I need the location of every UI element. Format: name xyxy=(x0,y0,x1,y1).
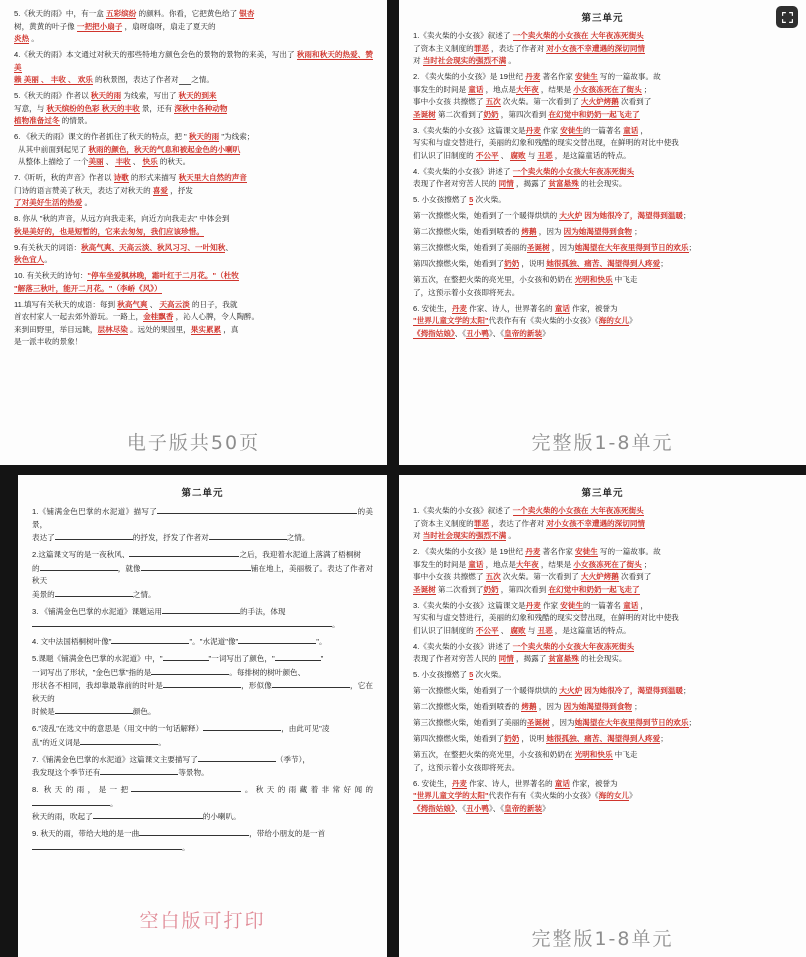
question-line: 8. 你从 "秋的声音，从远方向我走来，向近方向我走去" 中体会到 秋是美好的，也是短暂的，它来去匆匆，我们应该珍惜。 xyxy=(14,214,230,236)
question-line: 5. 小女孩擦燃了 5 次火柴。 xyxy=(413,670,506,680)
gutter-horizontal xyxy=(0,465,806,475)
caption-bottom-right: 完整版1-8单元 xyxy=(531,928,674,950)
question-line: 2.这篇课文写的是一夜秋风、 之后，我迎着水泥道上落满了梧桐树 的 ，就像 铺在地上，美丽极了。表达了作者对秋天 美景的 之情。 xyxy=(32,550,374,599)
question-line: 第四次擦燃火柴，她看到了奶奶 ，说明 她很孤独、痛苦、渴望得到人疼爱； xyxy=(413,734,668,744)
gutter-vertical-top xyxy=(387,0,399,465)
page-thumbnail-bottom-right[interactable] xyxy=(399,475,806,957)
caption-top-right: 完整版1-8单元 xyxy=(531,432,674,454)
question-line: 8. 秋天的雨，是一把 。秋天的雨藏着非常好闻的。 秋天的雨，吹起了 的小喇叭。 xyxy=(32,785,373,822)
question-line: 9. 秋天的雨，带给大地的是一曲 ，带给小朋友的是一首 。 xyxy=(32,829,326,852)
caption-top-left: 电子版共50页 xyxy=(126,432,261,454)
question-line: 5.课题《铺满金色巴掌的水泥道》中，" "一词写出了颜色，" " 一词写出了形状，"金色巴掌"指的是 。每排树的树叶颜色、 形状各不相同，我却靠最靠前的时叶是 ，形似像 ，它在秋天的 时候是 颜色。 xyxy=(32,654,374,717)
question-line: 6."凌乱"在选文中的意思是（用文中的一句话解释） ，由此可见"凌 乱"的近义词是 。 xyxy=(32,724,330,747)
question-line: 1.《卖火柴的小女孩》叙述了 一个卖火柴的小女孩在 大年夜冻死街头 了资本主义制度的罪恶 ，表达了作者对 对小女孩不幸遭遇的深切同情 对 当时社会现实的强烈不满 。 xyxy=(413,31,646,66)
question-line: 6. 安徒生，丹麦 作家、诗人，世界著名的 童话 作家，被誉为 "世界儿童文学的太阳"代表作有有《卖火柴的小女孩》《海的女儿》 《拇指姑娘》、《丑小鸭》、《皇帝的新装》 xyxy=(413,778,637,813)
worksheet-page-top-left xyxy=(0,0,387,465)
gutter-vertical-bottom-left xyxy=(0,475,18,957)
question-line: 第三次擦燃火柴，她看到了美丽的圣诞树 ，因为她渴望在大年夜里得到节日的欢乐； xyxy=(413,243,697,253)
question-line: 4.《卖火柴的小女孩》讲述了 一个卖火柴的小女孩大年夜冻死街头 表现了作者对穷苦人民的 同情 ，揭露了 贫富悬殊 的社会现实。 xyxy=(413,641,635,664)
question-line: 第一次擦燃火柴，她看到了一个暖得烘烘的 大火炉 因为她很冷了，渴望得到温暖； xyxy=(413,211,691,221)
unit-title: 第三单元 xyxy=(581,488,624,499)
question-line: 2. 《卖火柴的小女孩》是 19世纪 丹麦 著名作家 安徒生 写的一篇故事。故 事发生的时间是 童话 ，地点是大年夜 ，结果是 小女孩冻死在了街头 ； 事中小女孩 共擦燃了 五次 次火柴。第一次看到了 大火炉烤鹅 次看到了 圣诞树 第二次看到了奶奶 ，第四次看到 在幻觉中和奶奶一起飞走了 xyxy=(413,547,661,594)
page-thumbnail-bottom-left[interactable] xyxy=(18,475,387,957)
question-line: 第五次，在整把火柴的亮光里，小女孩和奶奶在 光明和快乐 中飞走 了，这预示着小女孩即将死去。 xyxy=(413,275,638,297)
question-line: 3.《卖火柴的小女孩》这篇课文是丹麦 作家 安徒生的一篇著名 童话 ， 写实和与虚交替进行，美丽的幻象和残酷的现实交替出现，在鲜明的对比中使我 们认识了旧制度的 不公平 、 腐败 与 丑恶 ，是这篇童话的特点。 xyxy=(413,600,679,635)
question-line: 第五次，在整把火柴的亮光里，小女孩和奶奶在 光明和快乐 中飞走 了，这预示着小女孩即将死去。 xyxy=(413,750,638,772)
page-thumbnail-top-left[interactable] xyxy=(0,0,387,465)
unit-title: 第二单元 xyxy=(181,488,224,499)
question-line: 2. 《卖火柴的小女孩》是 19世纪 丹麦 著名作家 安徒生 写的一篇故事。故 事发生的时间是 童话 ，地点是大年夜 ，结果是 小女孩冻死在了街头 ； 事中小女孩 共擦燃了 五次 次火柴。第一次看到了 大火炉烤鹅 次看到了 圣诞树 第二次看到了奶奶 ，第四次看到 在幻觉中和奶奶一起飞走了 xyxy=(413,72,661,119)
question-line: 3.《卖火柴的小女孩》这篇课文是丹麦 作家 安徒生的一篇著名 童话 ， 写实和与虚交替进行，美丽的幻象和残酷的现实交替出现，在鲜明的对比中使我 们认识了旧制度的 不公平 、 腐败 与 丑恶 ，是这篇童话的特点。 xyxy=(413,125,679,160)
question-line: 11.填写有关秋天的成语：每到 秋高气爽 、 天高云淡 的日子，我就 首农村家人一起去郊外游玩。一路上，金桂飘香 ，沁人心脾，令人陶醉。 来到田野里，举目远眺，层林尽染 。远处的果园里，果实累累 ，真 是一派丰收的景象！ xyxy=(14,299,260,347)
question-line: 4.《秋天的雨》本文通过对秋天的那些特地方颜色会色的景物的景物的来美，写出了 秋雨和秋天的热爱、赞美 赖 美丽 、 丰收 、 欢乐 的秋景图，表达了作者对 之情。 xyxy=(14,50,373,85)
question-line: 第一次擦燃火柴，她看到了一个暖得烘烘的 大火炉 因为她很冷了，渴望得到温暖； xyxy=(413,686,691,696)
worksheet-page-bottom-left xyxy=(18,475,387,957)
question-line: 第三次擦燃火柴，她看到了美丽的圣诞树 ，因为她渴望在大年夜里得到节日的欢乐； xyxy=(413,718,697,728)
question-line: 4. 文中法国梧桐树叶像" "。"水泥道"像" "。 xyxy=(32,637,327,647)
question-line: 第二次擦燃火柴，她看到喷香的 烤鹅 ，因为 因为她渴望得到食物 ； xyxy=(413,702,642,712)
question-line: 5. 小女孩擦燃了 5 次火柴。 xyxy=(413,195,506,205)
question-line: 4.《卖火柴的小女孩》讲述了 一个卖火柴的小女孩大年夜冻死街头 表现了作者对穷苦人民的 同情 ，揭露了 贫富悬殊 的社会现实。 xyxy=(413,166,635,189)
question-line: 5.《秋天的雨》作者以 秋天的雨 为线索，写出了 秋天的到来 写意，与 秋天缤纷的色彩 秋天的丰收 景，还有 深秋中各种动物 植物准备过冬 的情景。 xyxy=(14,91,228,126)
unit-title: 第三单元 xyxy=(581,13,624,24)
gutter-vertical-bottom xyxy=(387,475,399,957)
question-line: 1.《卖火柴的小女孩》叙述了 一个卖火柴的小女孩在 大年夜冻死街头 了资本主义制度的罪恶 ，表达了作者对 对小女孩不幸遭遇的深切同情 对 当时社会现实的强烈不满 。 xyxy=(413,506,646,541)
question-line: 6. 《秋天的雨》课文的作者抓住了秋天的特点，把 " 秋天的雨 "为线索； 从其中前面到起见了 秋雨的颜色，秋天的气息和被起金色的小喇叭 从整体上描绘了 一个美丽 、 丰收 、 快乐 的秋天。 xyxy=(14,132,255,167)
question-line: 7.《铺满金色巴掌的水泥道》这篇课文主要描写了 （季节）， 我发现这个季节还有 等景物。 xyxy=(32,754,310,778)
question-line: 7.《听听，秋的声音》作者以 诗歌 的形式来描写 秋天里大自然的声音 门诗的语言赞美了秋天，表达了对秋天的 喜爱 ，抒发 了对美好生活的热爱 。 xyxy=(14,173,247,208)
expand-icon[interactable] xyxy=(776,6,798,28)
question-line: 3. 《铺满金色巴掌的水泥道》课题运用 的手法，体现 。 xyxy=(32,606,340,630)
question-line: 5.《秋天的雨》中，有一盒 五彩缤纷 的颜料。你看，它把黄色给了 银杏 树，黄黄的叶子像 一把把小扇子 ，扇呀扇呀，扇走了夏天的 炎热 。 xyxy=(14,9,255,44)
question-line: 6. 安徒生，丹麦 作家、诗人，世界著名的 童话 作家，被誉为 "世界儿童文学的太阳"代表作有有《卖火柴的小女孩》《海的女儿》 《拇指姑娘》、《丑小鸭》、《皇帝的新装》 xyxy=(413,303,637,338)
worksheet-page-top-right xyxy=(399,0,806,465)
worksheet-page-bottom-right xyxy=(399,475,806,957)
question-line: 10. 有关秋天的诗句："停车坐爱枫林晚，霜叶红于二月花。"（杜牧 "解落三秋叶，能开二月花。"（李峤《风》） xyxy=(14,271,239,293)
question-line: 第四次擦燃火柴，她看到了奶奶 ，说明 她很孤独、痛苦、渴望得到人疼爱； xyxy=(413,259,668,269)
question-line: 1.《铺满金色巴掌的水泥道》描写了 的美景， 表达了 的抒发，抒发了作者对 之情。 xyxy=(32,507,373,543)
question-line: 9.有关秋天的词语：秋高气爽、天高云淡、秋风习习、一叶知秋、 秋色宜人。 xyxy=(14,242,233,265)
question-line: 第二次擦燃火柴，她看到喷香的 烤鹅 ，因为 因为她渴望得到食物 ； xyxy=(413,227,642,237)
page-thumbnail-top-right[interactable] xyxy=(399,0,806,465)
caption-bottom-left: 空白版可打印 xyxy=(139,910,266,932)
